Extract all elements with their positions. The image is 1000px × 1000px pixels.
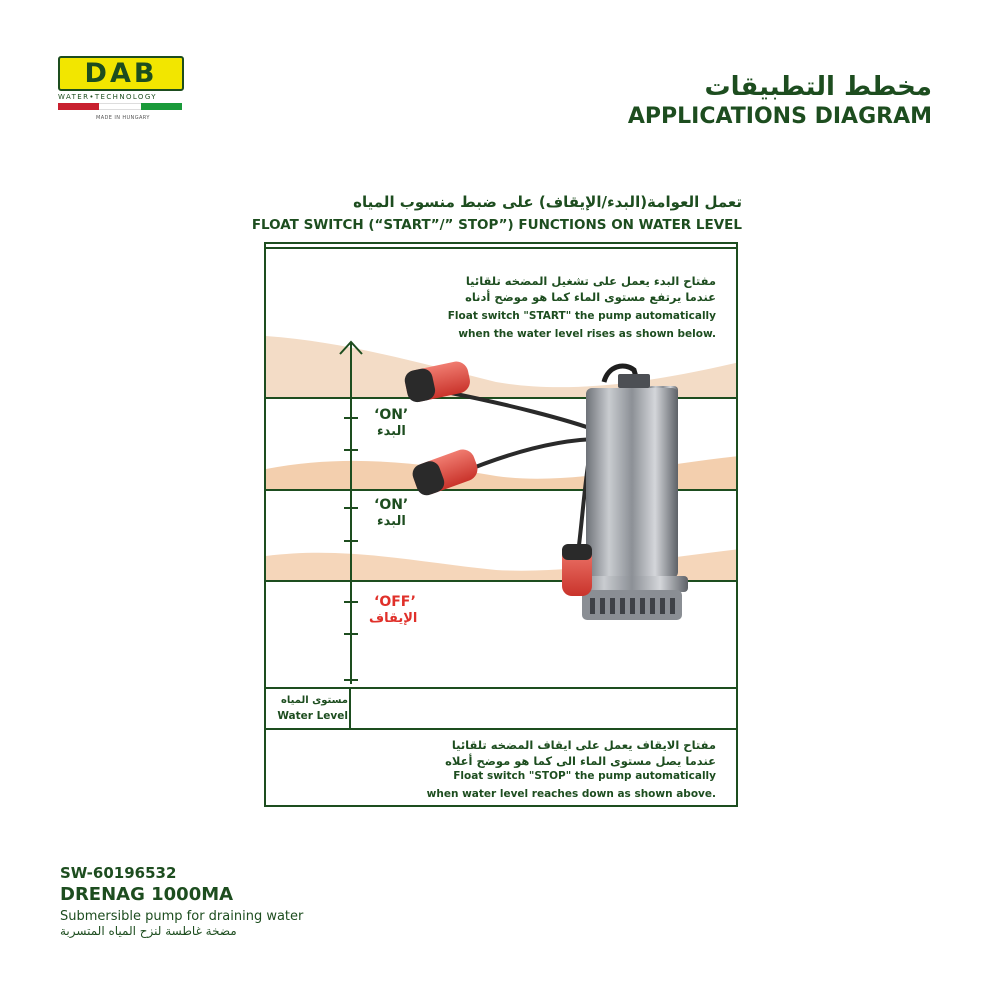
flag-green (141, 103, 182, 110)
logo-badge: DAB (58, 56, 184, 91)
pump-illustration (386, 344, 716, 644)
level-1-label-arabic: البدء (377, 424, 406, 439)
applications-diagram (264, 242, 738, 807)
start-note-arabic-line2: عندما يرتفع مستوى الماء كما هو موضح أدناه (465, 290, 716, 304)
product-description: Submersible pump for draining water (60, 909, 304, 924)
float-cable-2 (458, 439, 601, 474)
float-cable-1 (446, 392, 601, 432)
italian-flag-stripe (58, 103, 182, 110)
pump-motor-top (618, 374, 650, 388)
stop-note-line2: when water level reaches down as shown above. (426, 788, 716, 800)
diagram-heading: FLOAT SWITCH (“START”/” STOP”) FUNCTIONS ON WATER LEVEL (251, 217, 742, 233)
stop-note-line1: Float switch "STOP" the pump automatically (453, 770, 716, 782)
flag-red (58, 103, 99, 110)
pump-base (576, 576, 688, 592)
diagram-heading-arabic: تعمل العوامة(البدء/الإيقاف) على ضبط منسوب المياه (353, 193, 742, 211)
product-model: DRENAG 1000MA (60, 884, 234, 905)
product-description-arabic: مضخة غاطسة لنزح المياه المتسربة (60, 924, 237, 938)
float-switch-middle (410, 446, 481, 498)
level-2-label-arabic: البدء (377, 514, 406, 529)
stop-note-arabic-line2: عندما يصل مستوى الماء الى كما هو موضح أعلاه (445, 754, 716, 768)
logo-tagline: WATER•TECHNOLOGY (58, 93, 157, 101)
level-3-label-arabic: الإيقاف (369, 611, 418, 626)
page-title-arabic: مخطط التطبيقات (704, 72, 932, 102)
strainer-slots (590, 598, 675, 614)
level-2-label: ‘ON’ (374, 497, 409, 513)
water-level-label: Water Level (277, 710, 348, 722)
start-note-line2: when the water level rises as shown below. (458, 328, 716, 340)
divider-water-level-bottom (266, 728, 736, 730)
stop-note-arabic-line1: مفتاح الايقاف يعمل على ايقاف المضخه تلقائيا (451, 738, 716, 752)
logo-origin: MADE IN HUNGARY (96, 115, 150, 121)
float-switch-lower (562, 544, 592, 596)
pump-body (586, 388, 678, 578)
water-level-label-arabic: مستوى المياه (281, 695, 348, 706)
flag-white (99, 103, 140, 110)
level-axis (326, 334, 376, 694)
divider-top (266, 247, 736, 249)
page-title: APPLICATIONS DIAGRAM (627, 104, 932, 129)
level-3-label: ‘OFF’ (374, 594, 416, 610)
start-note-arabic-line1: مفتاح البدء يعمل على تشغيل المضخه تلقائيا (465, 274, 716, 288)
product-sku: SW-60196532 (60, 864, 177, 882)
start-note-line1: Float switch "START" the pump automatically (447, 310, 716, 322)
dab-logo (58, 56, 184, 121)
level-1-label: ‘ON’ (374, 407, 409, 423)
